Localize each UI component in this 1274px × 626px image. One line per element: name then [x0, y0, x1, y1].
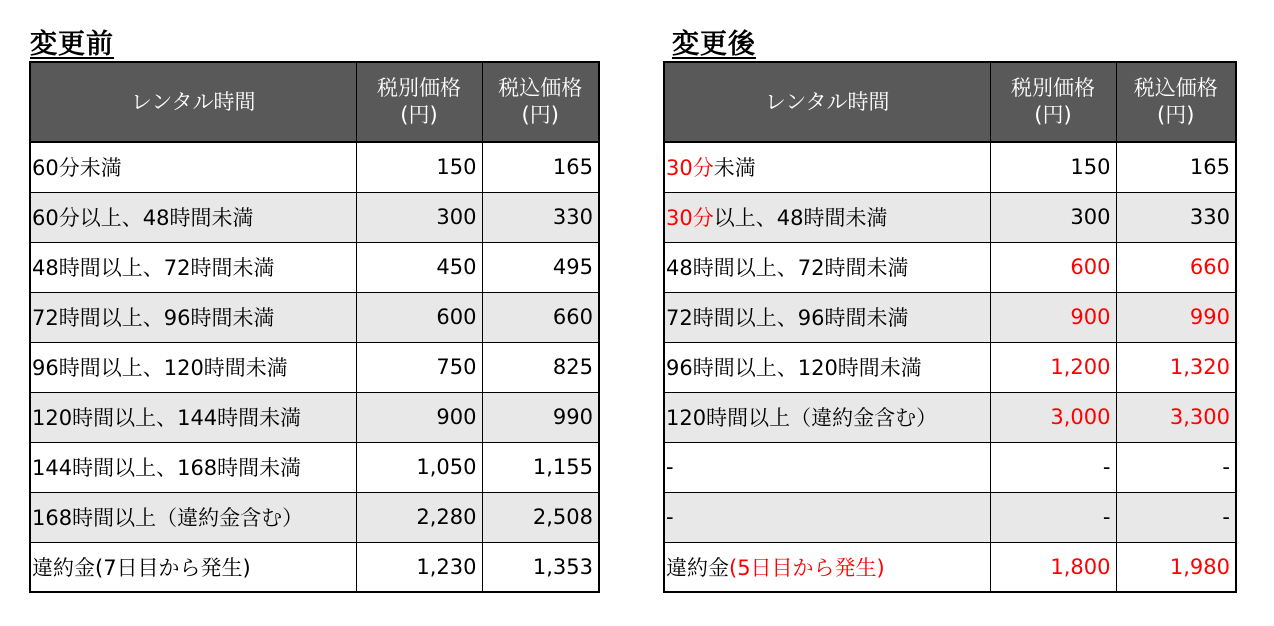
- duration-cell: 60分未満: [30, 142, 356, 192]
- header-incl-tax: 税込価格 (円): [1116, 62, 1236, 142]
- incl-tax-cell: 1,353: [482, 542, 599, 592]
- incl-tax-cell: 330: [482, 192, 599, 242]
- incl-tax-cell: 2,508: [482, 492, 599, 542]
- excl-tax-cell: 900: [990, 292, 1116, 342]
- duration-cell: 72時間以上、96時間未満: [30, 292, 356, 342]
- header-row: [664, 62, 1236, 142]
- excl-tax-cell: 1,200: [990, 342, 1116, 392]
- incl-tax-cell: 165: [482, 142, 599, 192]
- excl-tax-cell: 600: [990, 242, 1116, 292]
- incl-tax-cell: 3,300: [1116, 392, 1236, 442]
- excl-tax-cell: 1,050: [356, 442, 482, 492]
- table-row: [30, 242, 599, 292]
- table-row: [30, 442, 599, 492]
- header-duration: レンタル時間: [30, 62, 356, 142]
- table-row: [30, 292, 599, 342]
- header-excl-tax: 税別価格 (円): [990, 62, 1116, 142]
- duration-cell: [664, 142, 990, 192]
- header-incl-tax: 税込価格 (円): [482, 62, 599, 142]
- incl-tax-cell: 660: [1116, 242, 1236, 292]
- duration-cell: 96時間以上、120時間未満: [664, 342, 990, 392]
- table-row: [30, 492, 599, 542]
- duration-cell: [664, 542, 990, 592]
- incl-tax-cell: 990: [1116, 292, 1236, 342]
- table-row: [664, 492, 1236, 542]
- table-row: [664, 342, 1236, 392]
- changed-text: 30分: [666, 156, 714, 181]
- incl-tax-cell: -: [1116, 442, 1236, 492]
- excl-tax-cell: 300: [990, 192, 1116, 242]
- excl-tax-cell: 750: [356, 342, 482, 392]
- table-row: [30, 192, 599, 242]
- after-title: 変更後: [672, 29, 756, 60]
- excl-tax-cell: -: [990, 442, 1116, 492]
- duration-cell: 96時間以上、120時間未満: [30, 342, 356, 392]
- excl-tax-cell: 3,000: [990, 392, 1116, 442]
- excl-tax-cell: 2,280: [356, 492, 482, 542]
- duration-cell: 120時間以上、144時間未満: [30, 392, 356, 442]
- duration-cell: 60分以上、48時間未満: [30, 192, 356, 242]
- header-duration: レンタル時間: [664, 62, 990, 142]
- excl-tax-cell: 1,230: [356, 542, 482, 592]
- duration-cell: 違約金(7日目から発生): [30, 542, 356, 592]
- duration-cell: 144時間以上、168時間未満: [30, 442, 356, 492]
- table-row: [664, 442, 1236, 492]
- table-row: [664, 142, 1236, 192]
- excl-tax-cell: 150: [356, 142, 482, 192]
- duration-text: 違約金: [666, 555, 729, 580]
- duration-cell: 120時間以上（違約金含む）: [664, 392, 990, 442]
- duration-cell: [664, 192, 990, 242]
- incl-tax-cell: 660: [482, 292, 599, 342]
- duration-cell: 48時間以上、72時間未満: [664, 242, 990, 292]
- table-row: [664, 392, 1236, 442]
- incl-tax-cell: 330: [1116, 192, 1236, 242]
- changed-text: 30分: [666, 206, 714, 230]
- incl-tax-cell: 165: [1116, 142, 1236, 192]
- excl-tax-cell: 1,800: [990, 542, 1116, 592]
- before-price-table: [29, 61, 600, 593]
- changed-text: (5日目から発生): [729, 555, 885, 580]
- table-row: [664, 242, 1236, 292]
- excl-tax-cell: 150: [990, 142, 1116, 192]
- before-title: 変更前: [30, 29, 114, 60]
- incl-tax-cell: 990: [482, 392, 599, 442]
- duration-text: 未満: [713, 156, 756, 181]
- table-row: [30, 392, 599, 442]
- table-row: [664, 292, 1236, 342]
- incl-tax-cell: 495: [482, 242, 599, 292]
- incl-tax-cell: 1,980: [1116, 542, 1236, 592]
- excl-tax-cell: -: [990, 492, 1116, 542]
- excl-tax-cell: 300: [356, 192, 482, 242]
- incl-tax-cell: -: [1116, 492, 1236, 542]
- table-row: [30, 142, 599, 192]
- duration-cell: 48時間以上、72時間未満: [30, 242, 356, 292]
- incl-tax-cell: 825: [482, 342, 599, 392]
- duration-cell: -: [664, 492, 990, 542]
- header-excl-tax: 税別価格 (円): [356, 62, 482, 142]
- incl-tax-cell: 1,320: [1116, 342, 1236, 392]
- duration-cell: -: [664, 442, 990, 492]
- duration-cell: 72時間以上、96時間未満: [664, 292, 990, 342]
- incl-tax-cell: 1,155: [482, 442, 599, 492]
- after-price-table: [663, 61, 1237, 593]
- excl-tax-cell: 900: [356, 392, 482, 442]
- table-row: [664, 192, 1236, 242]
- table-row: [30, 342, 599, 392]
- header-row: [30, 62, 599, 142]
- table-row: [30, 542, 599, 592]
- duration-text: 以上、48時間未満: [713, 206, 888, 230]
- excl-tax-cell: 600: [356, 292, 482, 342]
- excl-tax-cell: 450: [356, 242, 482, 292]
- duration-cell: 168時間以上（違約金含む）: [30, 492, 356, 542]
- table-row: [664, 542, 1236, 592]
